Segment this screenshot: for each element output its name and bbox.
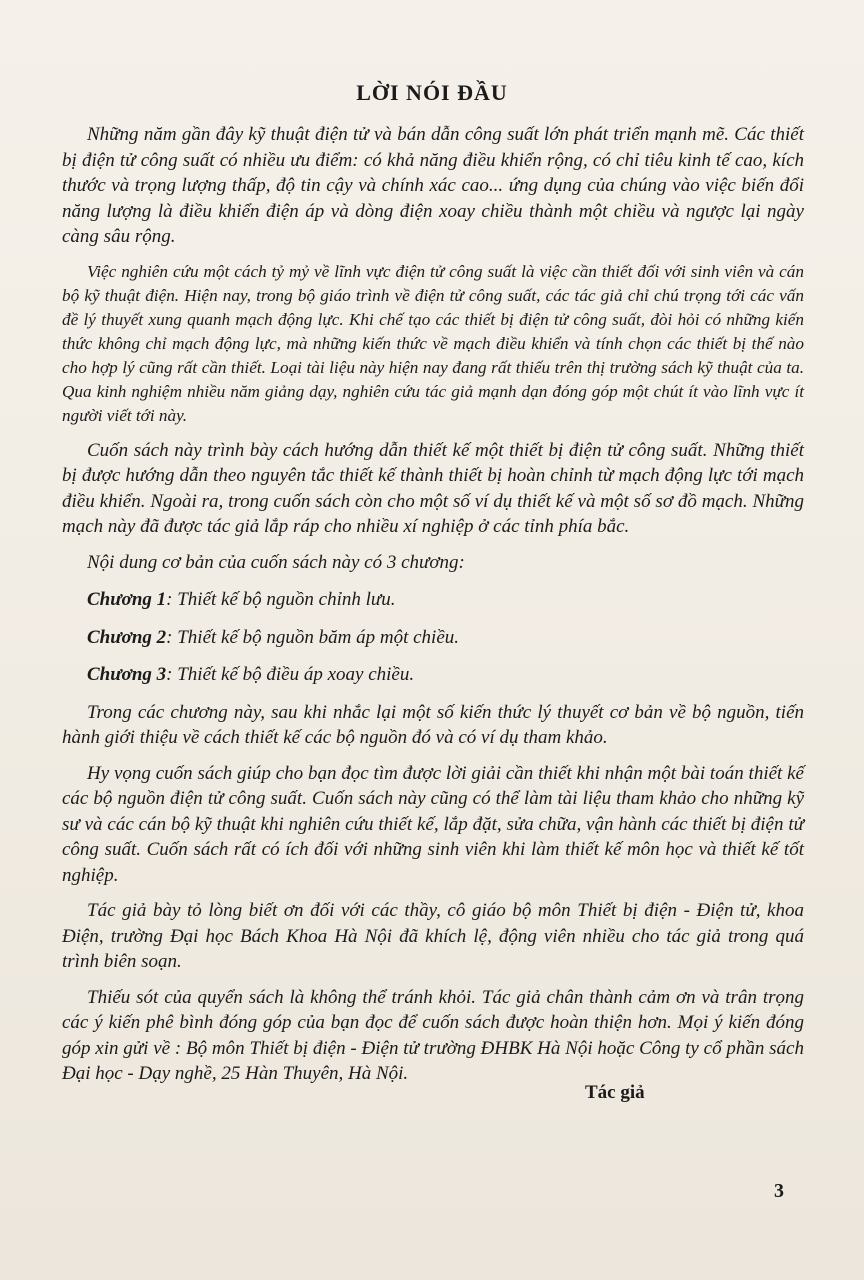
chapter-label: Chương 1: [87, 589, 167, 610]
author-signature: Tác giả: [585, 1082, 645, 1103]
paragraph-intro: Những năm gần đây kỹ thuật điện tử và bán dẫn công suất lớn phát triển mạnh mẽ. Các thiết bị điện tử công suất có nhiều ưu điểm: có khả năng điều khiển rộng, có chỉ tiêu kinh tế cao, kích thước và trọng lượng thấp, độ tin cậy và chính xác cao... ứng dụng của chúng vào việc biến đổi năng lượng là điều khiển điện áp và dòng điện xoay chiều thành một chiều và ngược lại ngày càng sâu rộng.: [62, 124, 804, 247]
paragraph-book-scope: Cuốn sách này trình bày cách hướng dẫn thiết kế một thiết bị điện tử công suất. Những thiết bị được hướng dẫn theo nguyên tắc thiết kế thành thiết bị hoàn chỉnh từ mạch động lực tới mạch điều khiển. Ngoài ra, trong cuốn sách còn cho một số ví dụ thiết kế và một số sơ đồ mạch. Những mạch này đã được tác giả lắp ráp cho nhiều xí nghiệp ở các tỉnh phía bắc.: [62, 439, 804, 537]
preface-body: [62, 122, 804, 1097]
page-title: LỜI NÓI ĐẦU: [356, 80, 508, 105]
chapter-item-3: [62, 662, 804, 688]
chapter-text: : Thiết kế bộ điều áp xoay chiều.: [166, 664, 415, 685]
chapter-text: : Thiết kế bộ nguồn chỉnh lưu.: [166, 589, 396, 610]
chapter-label: Chương 2: [87, 626, 167, 648]
paragraph-hope: Hy vọng cuốn sách giúp cho bạn đọc tìm được lời giải cần thiết khi nhận một bài toán thiết kế các bộ nguồn điện tử công suất. Cuốn sách này cũng có thể làm tài liệu tham khảo cho những kỹ sư và các cán bộ kỹ thuật khi nghiên cứu thiết kế, lắp đặt, sửa chữa, vận hành các thiết bị điện tử công suất. Cuốn sách rất có ích đối với những sinh viên khi làm thiết kế môn học và thiết kế tốt nghiệp.: [62, 762, 804, 886]
chapter-item-2: [62, 625, 804, 651]
paragraph-research: Việc nghiên cứu một cách tỷ mỷ về lĩnh vực điện tử công suất là việc cần thiết đối với sinh viên và cán bộ kỹ thuật điện. Hiện nay, trong bộ giáo trình về điện tử công suất, các tác giả chỉ chú trọng tới các vấn đề lý thuyết xung quanh mạch động lực. Khi chế tạo các thiết bị điện tử công suất, đòi hỏi có những kiến thức không chỉ mạch động lực, mà những kiến thức về mạch điều khiển và tính chọn các thiết bị thế nào cho hợp lý cũng rất cần thiết. Loại tài liệu này hiện nay đang rất thiếu trên thị trường sách kỹ thuật của ta. Qua kinh nghiệm nhiều năm giảng dạy, nghiên cứu tác giả mạnh dạn đóng góp một chút ít vào lĩnh vực ít người viết tới này.: [62, 261, 804, 425]
paragraph-thanks: Tác giả bày tỏ lòng biết ơn đối với các thầy, cô giáo bộ môn Thiết bị điện - Điện tử, khoa Điện, trường Đại học Bách Khoa Hà Nội đã khích lệ, động viên nhiều cho tác giả trong quá trình biên soạn.: [62, 900, 804, 972]
paragraph-feedback: Thiếu sót của quyển sách là không thể tránh khỏi. Tác giả chân thành cảm ơn và trân trọng các ý kiến phê bình đóng góp của bạn đọc để cuốn sách được hoàn thiện hơn. Mọi ý kiến đóng góp xin gửi về : Bộ môn Thiết bị điện - Điện tử trường ĐHBK Hà Nội hoặc Công ty cổ phần sách Đại học - Dạy nghề, 25 Hàn Thuyên, Hà Nội.: [62, 986, 804, 1084]
page-number: 3: [774, 1180, 784, 1202]
chapter-label: Chương 3: [87, 664, 167, 685]
chapter-item-1: [62, 587, 804, 613]
chapters-intro: Nội dung cơ bản của cuốn sách này có 3 chương:: [87, 551, 465, 573]
paragraph-chapters-summary: Trong các chương này, sau khi nhắc lại một số kiến thức lý thuyết cơ bản về bộ nguồn, tiến hành giới thiệu về cách thiết kế các bộ nguồn đó và có ví dụ tham khảo.: [62, 701, 804, 748]
chapter-text: : Thiết kế bộ nguồn băm áp một chiều.: [166, 626, 460, 648]
